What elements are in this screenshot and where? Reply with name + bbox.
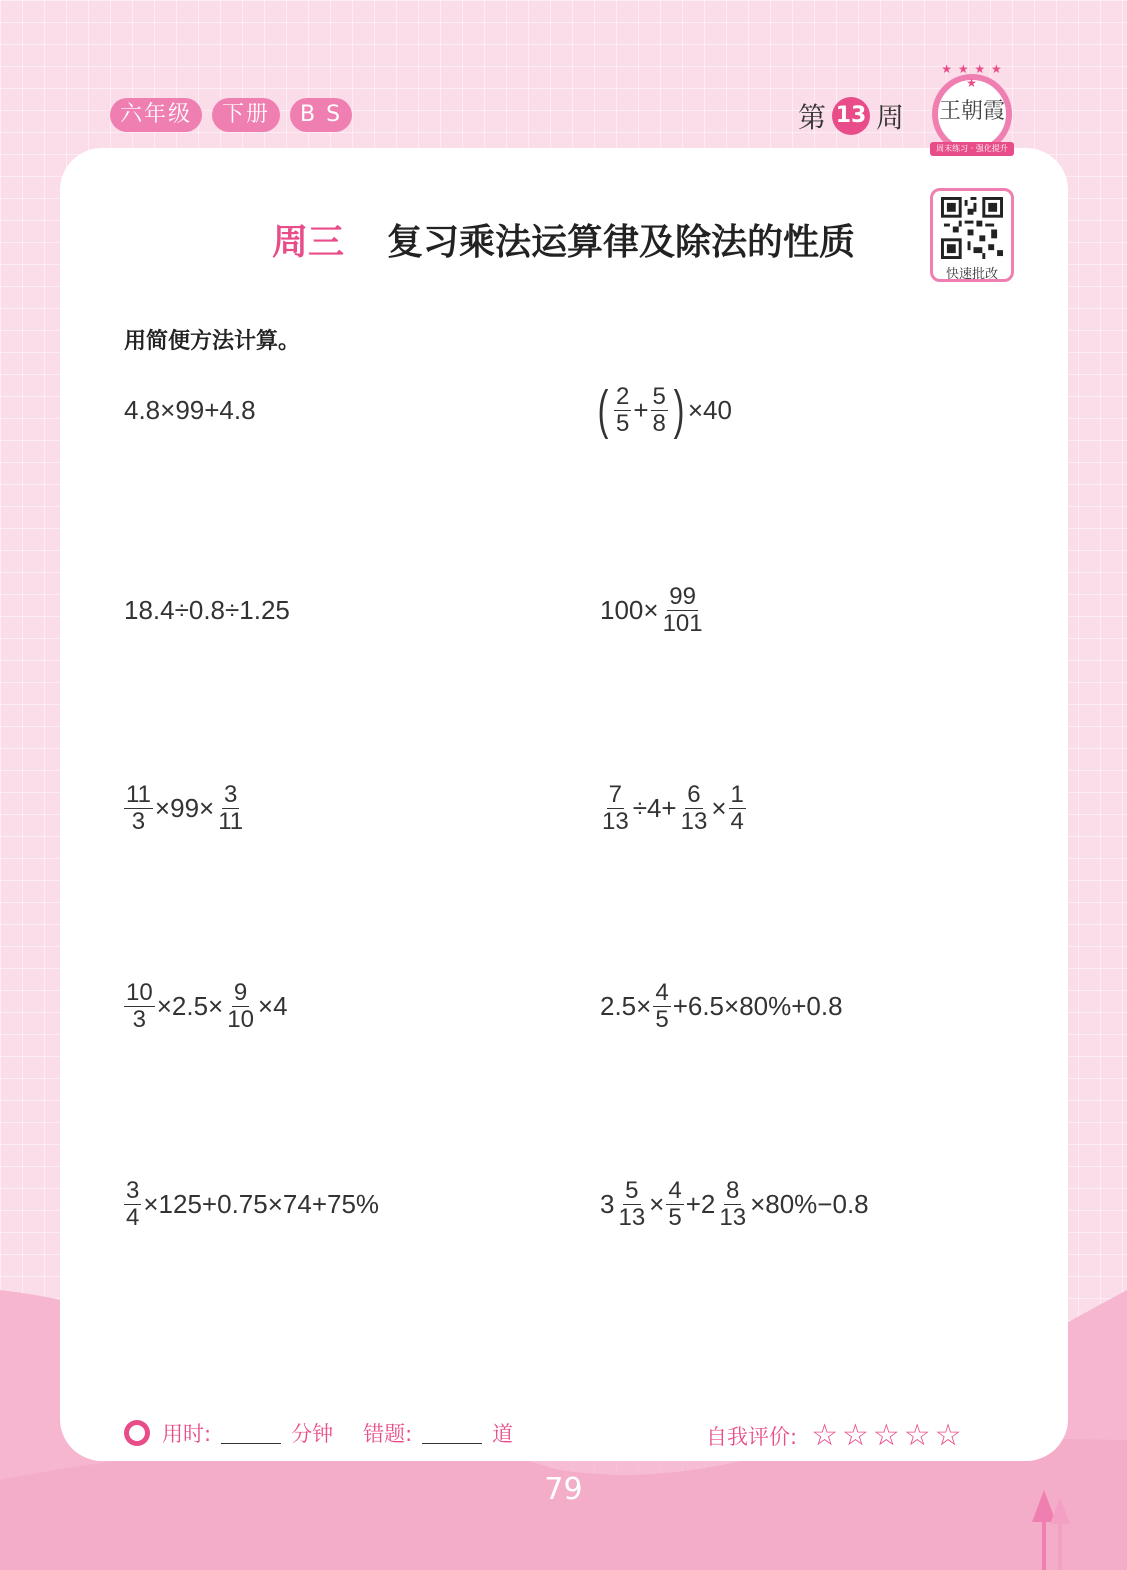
logo-text: 王朝霞 bbox=[938, 99, 1005, 124]
eval-label: 自我评价: bbox=[706, 1424, 798, 1449]
logo-stars: ★ ★ ★ ★ ★ bbox=[941, 62, 1003, 90]
numerator: 5 bbox=[625, 1176, 639, 1204]
problem-3-expression: 18.4÷0.8÷1.25 bbox=[124, 594, 290, 625]
fraction bbox=[124, 980, 155, 1033]
fraction bbox=[651, 384, 668, 437]
expression-tail: ×40 bbox=[687, 394, 732, 425]
title-day: 周三 bbox=[271, 222, 344, 263]
errors-blank[interactable] bbox=[422, 1423, 482, 1444]
denominator: 13 bbox=[719, 1203, 747, 1231]
numerator: 11 bbox=[126, 780, 151, 808]
brand-logo bbox=[932, 62, 1012, 154]
denominator: 10 bbox=[227, 1005, 254, 1033]
self-evaluation bbox=[706, 1418, 966, 1453]
week-prefix: 第 bbox=[798, 101, 827, 134]
denominator: 101 bbox=[662, 609, 703, 637]
operator: +2 bbox=[685, 1188, 716, 1219]
problem-3 bbox=[124, 580, 290, 640]
expression-tail: +6.5×80%+0.8 bbox=[672, 990, 843, 1021]
numerator: 6 bbox=[687, 780, 701, 808]
fraction bbox=[717, 1178, 748, 1231]
fraction bbox=[124, 1178, 141, 1231]
numerator: 4 bbox=[655, 978, 669, 1006]
close-paren: ) bbox=[673, 380, 685, 440]
numerator: 2 bbox=[615, 382, 630, 410]
numerator: 8 bbox=[726, 1176, 740, 1204]
denominator: 13 bbox=[602, 807, 629, 835]
operator: × bbox=[649, 1188, 665, 1219]
fraction bbox=[661, 584, 705, 637]
numerator: 9 bbox=[233, 978, 248, 1006]
instruction-text: 用简便方法计算。 bbox=[124, 329, 301, 354]
denominator: 8 bbox=[652, 409, 666, 437]
problem-1 bbox=[124, 380, 256, 440]
problem-2 bbox=[594, 380, 732, 440]
numerator: 3 bbox=[224, 780, 238, 808]
week-suffix: 周 bbox=[876, 101, 905, 134]
fraction bbox=[616, 1178, 647, 1231]
title-main: 复习乘法运算律及除法的性质 bbox=[387, 222, 856, 263]
fraction bbox=[225, 980, 256, 1033]
errors-unit: 道 bbox=[492, 1422, 514, 1446]
arrow-decoration-icon bbox=[1028, 1490, 1078, 1570]
expression-tail: ×4 bbox=[257, 990, 288, 1021]
page-number: 79 bbox=[544, 1472, 583, 1507]
operator: + bbox=[633, 394, 649, 425]
problem-4 bbox=[600, 580, 707, 640]
fraction bbox=[600, 782, 631, 835]
time-unit: 分钟 bbox=[291, 1422, 334, 1446]
denominator: 5 bbox=[655, 1005, 669, 1033]
operator: ÷4+ bbox=[632, 792, 677, 823]
volume-tag: 下册 bbox=[212, 98, 280, 132]
numerator: 10 bbox=[126, 978, 153, 1006]
fraction bbox=[653, 980, 670, 1033]
problem-7 bbox=[122, 976, 288, 1036]
week-number: 13 bbox=[832, 97, 870, 135]
qr-code-icon bbox=[941, 197, 1003, 259]
grade-tag: 六年级 bbox=[110, 98, 202, 132]
fraction bbox=[216, 782, 245, 835]
denominator: 3 bbox=[132, 1005, 147, 1033]
numerator: 4 bbox=[668, 1176, 682, 1204]
denominator: 5 bbox=[668, 1203, 682, 1231]
time-tracker bbox=[124, 1418, 513, 1448]
denominator: 5 bbox=[615, 409, 630, 437]
numerator: 7 bbox=[608, 780, 623, 808]
errors-label: 错题: bbox=[363, 1422, 413, 1446]
operator: × bbox=[711, 792, 727, 823]
time-label: 用时: bbox=[162, 1422, 212, 1446]
denominator: 11 bbox=[218, 807, 244, 835]
problem-1-expression: 4.8×99+4.8 bbox=[124, 394, 256, 425]
week-indicator bbox=[798, 96, 904, 136]
expression-tail: ×80%−0.8 bbox=[750, 1188, 869, 1219]
expression-head: 100× bbox=[600, 594, 659, 625]
problem-10 bbox=[600, 1174, 869, 1234]
denominator: 3 bbox=[131, 807, 146, 835]
problem-5 bbox=[122, 778, 247, 838]
numerator: 1 bbox=[730, 780, 744, 808]
fraction bbox=[729, 782, 746, 835]
grade-tags bbox=[110, 98, 352, 132]
denominator: 13 bbox=[618, 1203, 646, 1231]
fraction bbox=[614, 384, 631, 437]
problem-6 bbox=[598, 778, 748, 838]
expression-head: 2.5× bbox=[600, 990, 652, 1021]
fraction bbox=[124, 782, 153, 835]
stopwatch-icon bbox=[124, 1420, 150, 1446]
rating-stars[interactable]: ☆☆☆☆☆ bbox=[811, 1418, 966, 1453]
denominator: 13 bbox=[680, 807, 708, 835]
expression-tail: ×125+0.75×74+75% bbox=[143, 1188, 380, 1219]
fraction bbox=[666, 1178, 683, 1231]
problem-8 bbox=[600, 976, 843, 1036]
edition-tag: B S bbox=[290, 98, 352, 132]
numerator: 5 bbox=[652, 382, 666, 410]
operator: ×99× bbox=[154, 792, 215, 823]
qr-code-label: 快速批改 bbox=[945, 267, 998, 282]
fraction bbox=[679, 782, 710, 835]
whole-number: 3 bbox=[600, 1188, 615, 1219]
denominator: 4 bbox=[730, 807, 744, 835]
time-blank[interactable] bbox=[221, 1423, 281, 1444]
operator: ×2.5× bbox=[156, 990, 224, 1021]
qr-code-panel[interactable] bbox=[930, 188, 1014, 282]
logo-ribbon: 周末练习 · 强化提升 bbox=[930, 142, 1014, 156]
numerator: 99 bbox=[669, 582, 696, 610]
open-paren: ( bbox=[597, 380, 609, 440]
problem-9 bbox=[122, 1174, 379, 1234]
numerator: 3 bbox=[126, 1176, 140, 1204]
denominator: 4 bbox=[126, 1203, 140, 1231]
